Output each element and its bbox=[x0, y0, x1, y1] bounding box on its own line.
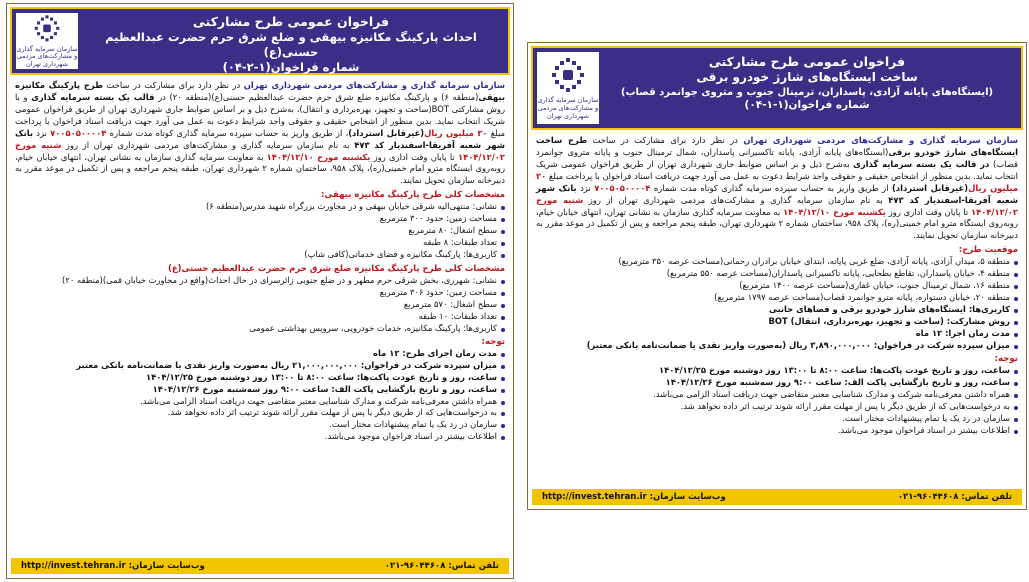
intro-text: نزد bbox=[33, 127, 51, 138]
bank-name: بانک شهر شعبه آفریقا-اسفندیار کد ۴۷۳ bbox=[15, 127, 505, 150]
list-item: نشانی: منتهی‌الیه شرقی خیابان بیهقی و در مجاورت بزرگراه شهید مدرس(منطقه ۶) bbox=[15, 201, 505, 213]
details-list bbox=[536, 304, 1018, 352]
header-subtitle: احداث پارکینگ مکانیزه بیهقی و ضلع شرق حرم حضرت عبدالعظیم حسنی(ع) bbox=[105, 30, 477, 60]
list-item: مساحت زمین: حدود ۳۰۰ مترمربع bbox=[15, 213, 505, 225]
document-fee: ۲۰ میلیون ریال bbox=[424, 127, 488, 138]
fee-note: (غیرقابل استرداد) bbox=[348, 127, 425, 138]
location-list bbox=[536, 256, 1018, 304]
intro-text: به‌شرح ذیل و بر اساس ضوابط جاری شهرداری تهران از طریق فراخوان عمومی شریک انتخاب نماید. بدین منظور از اشخاص حقیقی و حقوقی واجد شرایط دعوت به عمل می آورد جهت دریافت اسناد فراخوان با پرداخت مبلغ bbox=[536, 158, 1018, 181]
list-item: تعداد طبقات: ۱۰ طبقه bbox=[15, 311, 505, 323]
fee-note: (غیرقابل استرداد) bbox=[891, 182, 969, 193]
end-date: یکشنبه مورخ ۱۴۰۴/۱۲/۱۰ bbox=[783, 206, 886, 217]
list-item: سطح اشغال: ۵۷۰ مترمربع bbox=[15, 299, 505, 311]
section-title: موقعیت طرح: bbox=[958, 245, 1018, 256]
list-item: منطقه ۱۶، شمال ترمینال جنوب، خیابان غفاری(مساحت عرصه ۱۴۰۰ مترمربع) bbox=[536, 280, 1018, 292]
investment-format: قالب یک بسته سرمایه گذاری bbox=[31, 91, 155, 102]
website-link[interactable]: http://invest.tehran.ir bbox=[542, 492, 647, 502]
investment-format: در قالب یک بسته سرمایه گذاری bbox=[853, 158, 990, 169]
logo-caption: سازمان سرمایه گذاری و مشارکت‌های مردمی شهرداری تهران bbox=[537, 96, 599, 120]
list-item: مدت زمان اجرای طرح: ۱۲ ماه bbox=[15, 348, 505, 360]
list-item: نشانی: شهرری، بخش شرقی حرم مطهر و در ضلع جنوبی زائرسرای در حال احداث(واقع در مجاورت خیابان قمی)(منطقه ۲۰) bbox=[15, 275, 505, 287]
list-item: سازمان در رد یک یا تمام پیشنهادات مختار است. bbox=[15, 419, 505, 431]
notes-title: توجه: bbox=[994, 353, 1018, 364]
header-title: فراخوان عمومی طرح مشارکتی bbox=[192, 14, 390, 29]
municipality-logo bbox=[537, 52, 599, 124]
end-date: یکشنبه مورخ ۱۴۰۴/۱۲/۱۰ bbox=[266, 151, 371, 162]
start-date: شنبه مورخ ۱۴۰۴/۱۲/۰۲ bbox=[15, 139, 505, 162]
list-item: همراه داشتن معرفی‌نامه شرکت و مدارک شناسایی معتبر متقاضی جهت دریافت اسناد الزامی می‌باشد. bbox=[536, 389, 1018, 401]
spec-list bbox=[15, 201, 505, 261]
list-item: همراه داشتن معرفی‌نامه شرکت و مدارک شناسایی معتبر متقاضی جهت دریافت اسناد الزامی می‌باشد. bbox=[15, 396, 505, 408]
list-item: مساحت زمین: حدود ۳۰۶ مترمربع bbox=[15, 287, 505, 299]
ad-footer bbox=[11, 558, 509, 574]
website-label: وب‌سایت سازمان: bbox=[649, 492, 726, 502]
intro-text: به نام سازمان سرمایه گذاری و مشارکت‌های مردمی شهرداری تهران از روز bbox=[61, 139, 355, 150]
header-stations: (ایستگاه‌های پایانه آزادی، پاسداران، ترمینال جنوب و متروی جوانمرد قصاب) bbox=[620, 86, 994, 98]
intro-text: ، از طریق واریز به حساب سپرده سرمایه گذاری کوتاه مدت شماره bbox=[106, 127, 349, 138]
website-label: وب‌سایت سازمان: bbox=[128, 561, 205, 571]
intro-text: تا پایان وقت اداری روز bbox=[370, 151, 458, 162]
list-item: به درخواست‌هایی که از طریق دیگر یا پس از مهلت مقرر ارائه شوند ترتیب اثر داده نخواهد شد. bbox=[536, 401, 1018, 413]
intro-text: تا پایان وقت اداری روز bbox=[885, 206, 971, 217]
notes-title: توجه: bbox=[481, 336, 505, 347]
list-item: تعداد طبقات: ۸ طبقه bbox=[15, 237, 505, 249]
ad-body bbox=[7, 78, 513, 443]
list-item: کاربری‌ها: پارکینگ مکانیزه، خدمات خودرویی، سرویس بهداشتی عمومی bbox=[15, 323, 505, 335]
intro-text: از طریق واریز به حساب سپرده سرمایه گذاری کوتاه مدت شماره bbox=[650, 182, 892, 193]
contact-phone: تلفن تماس: ۹۶۰۴۴۶۰۸-۰۲۱ bbox=[384, 561, 499, 571]
intro-text: در نظر دارد برای مشارکت در ساخت bbox=[587, 135, 744, 145]
ad-header bbox=[10, 7, 510, 75]
ev-charging-tender-ad bbox=[527, 42, 1027, 510]
list-item: ساعت، روز و تاریخ بازگشایی پاکت الف: ساعت ۹:۰۰ روز سه‌شنبه مورخ ۱۴۰۴/۱۲/۲۶ bbox=[15, 384, 505, 396]
list-item: ساعت، روز و تاریخ عودت پاکت‌ها: ساعت ۸:۰۰ تا ۱۳:۰۰ روز دوشنبه مورخ ۱۴۰۴/۱۲/۲۵ bbox=[15, 372, 505, 384]
ad-body bbox=[528, 133, 1026, 436]
intro-text: (منطقه ۶) و پارکینگ مکانیزه ضلع شرق حرم حضرت عبدالعظیم حسنی(ع)(منطقه ۲۰) در bbox=[154, 91, 479, 102]
notes-list bbox=[15, 348, 505, 443]
intro-text: (ایستگاه‌های پایانه آزادی، پایانه تاکسیرانی پاسداران، شمال ترمینال جنوب و پایانه متروی جوانمرد قصاب) bbox=[536, 146, 1018, 169]
municipality-emblem-icon bbox=[27, 13, 67, 44]
list-item: میزان سپرده شرکت در فراخوان: ۳,۸۹۰,۰۰۰,۰۰۰ ریال (به‌صورت واریز نقدی یا ضمانت‌نامه بانکی معتبر) bbox=[536, 340, 1018, 352]
project-name: طرح ساخت ایستگاه‌های شارژ خودرو برقی bbox=[536, 135, 1018, 157]
intro-text: و با روش مشارکتی BOT(ساخت و تجهیز، بهره‌برداری و انتقال)، به‌شرح ذیل و بر اساس ضوابط جاری شهرداری تهران از طریق فراخوان عمومی شریک انتخاب نماید. بدین منظور از اشخاص حقیقی و حقوقی واجد شرایط دعوت به عمل می آورد جهت دریافت اسناد فراخوان با پرداخت مبلغ bbox=[15, 91, 506, 138]
list-item: منطقه ۴، خیابان پاسداران، تقاطع بطحایی، پایانه تاکسیرانی پاسداران(مساحت عرصه ۵۵۰ مترمربع) bbox=[536, 268, 1018, 280]
intro-text: نزد bbox=[576, 182, 595, 193]
section-title: مشخصات کلی طرح پارکینگ مکانیزه بیهقی: bbox=[321, 190, 505, 201]
spec-list bbox=[15, 275, 505, 335]
ad-footer bbox=[532, 489, 1022, 505]
project-name: طرح پارکینگ مکانیزه بیهقی bbox=[15, 80, 505, 102]
bank-name: بانک شهر شعبه آفریقا-اسفندیار کد ۴۷۳ bbox=[536, 182, 1018, 205]
list-item: مدت زمان اجرا: ۱۲ ماه bbox=[536, 328, 1018, 340]
list-item: سطح اشغال: ۸۰ مترمربع bbox=[15, 225, 505, 237]
intro-paragraph bbox=[15, 80, 505, 187]
start-date: شنبه مورخ ۱۴۰۴/۱۲/۰۲ bbox=[536, 194, 1018, 217]
section-title: مشخصات کلی طرح پارکینگ مکانیزه ضلع شرق حرم حضرت عبدالعظیم حسنی(ع) bbox=[167, 263, 505, 274]
municipality-logo bbox=[16, 13, 78, 69]
account-number: ۷۰۰۵۰۵۰۰۰۰۴ bbox=[50, 127, 107, 138]
org-name: سازمان سرمایه گذاری و مشارکت‌های مردمی شهرداری تهران bbox=[743, 135, 1018, 145]
list-item: اطلاعات بیشتر در اسناد فراخوان موجود می‌باشد. bbox=[15, 431, 505, 443]
contact-phone: تلفن تماس: ۹۶۰۴۴۶۰۸-۰۲۱ bbox=[897, 492, 1012, 502]
list-item: میزان سپرده شرکت در فراخوان: ۲۱,۰۰۰,۰۰۰,۰۰۰ ریال به‌صورت واریز نقدی یا ضمانت‌نامه بانکی معتبر bbox=[15, 360, 505, 372]
document-fee: ۲۰ میلیون ریال bbox=[536, 170, 1018, 193]
parking-tender-ad bbox=[6, 3, 514, 579]
list-item: به درخواست‌هایی که از طریق دیگر یا پس از مهلت مقرر ارائه شوند ترتیب اثر داده نخواهد شد. bbox=[15, 407, 505, 419]
list-item: منطقه ۲۰، خیابان دستواره، پایانه مترو جوانمرد قصاب(مساحت عرصه ۱۷۹۷ مترمربع) bbox=[536, 292, 1018, 304]
list-item: اطلاعات بیشتر در اسناد فراخوان موجود می‌باشد. bbox=[536, 425, 1018, 437]
website-block bbox=[21, 561, 205, 571]
list-item: کاربری‌ها: ایستگاه‌های شارژ خودرو برقی و فضاهای جانبی bbox=[536, 304, 1018, 316]
list-item: ساعت، روز و تاریخ عودت پاکت‌ها: ساعت ۸:۰۰ تا ۱۳:۰۰ روز دوشنبه مورخ ۱۴۰۴/۱۲/۲۵ bbox=[536, 365, 1018, 377]
website-link[interactable]: http://invest.tehran.ir bbox=[21, 561, 126, 571]
logo-caption: سازمان سرمایه گذاری و مشارکت‌های مردمی شهرداری تهران bbox=[16, 44, 78, 69]
list-item: کاربری‌ها: پارکینگ مکانیزه و فضای خدماتی(کافی شاپ) bbox=[15, 249, 505, 261]
intro-text: به معاونت سرمایه گذاری سازمان به نشانی تهران، انتهای خیابان خیام، روبه‌روی ایستگاه مترو امام خمینی(ره)، پلاک ۹۵۸، ساختمان شماره ۲ شهرداری تهران، طبقه پنجم مراجعه و پس از تکمیل در موعد مقرر به دبیرخانه سازمان تحویل نمایند. bbox=[15, 151, 505, 186]
intro-paragraph bbox=[536, 135, 1018, 242]
list-item: ساعت، روز و تاریخ بازگشایی پاکت الف: ساعت ۹:۰۰ روز سه‌شنبه مورخ ۱۴۰۴/۱۲/۲۶ bbox=[536, 377, 1018, 389]
ad-header bbox=[531, 46, 1023, 130]
notes-list bbox=[536, 365, 1018, 437]
list-item: منطقه ۵، میدان آزادی، پایانه آزادی، ضلع غربی پایانه، ابتدای خیابان برادران رحمانی(مساحت عرصه ۳۵۰ مترمربع) bbox=[536, 256, 1018, 268]
website-block bbox=[542, 492, 726, 502]
intro-text: به معاونت سرمایه گذاری سازمان به نشانی تهران، انتهای خیابان خیام، روبه‌روی ایستگاه مترو امام خمینی(ره)، پلاک ۹۵۸، ساختمان شماره ۲ شهرداری تهران، طبقه پنجم مراجعه و پس از تکمیل در موعد مقرر به دبیرخانه سازمان تحویل نمایند. bbox=[536, 206, 1018, 241]
list-item: سازمان در رد یک یا تمام پیشنهادات مختار است. bbox=[536, 413, 1018, 425]
header-title: فراخوان عمومی طرح مشارکتی bbox=[708, 54, 906, 69]
account-number: ۷۰۰۵۰۵۰۰۰۰۴ bbox=[594, 182, 651, 193]
municipality-emblem-icon bbox=[548, 55, 588, 95]
tender-number: شماره فراخوان(۱-۲-۰۴) bbox=[222, 60, 360, 75]
tender-number: شماره فراخوان(۱-۱-۰۴) bbox=[744, 98, 870, 111]
intro-text: به نام سازمان سرمایه گذاری و مشارکت‌های مردمی شهرداری تهران از روز bbox=[583, 194, 889, 205]
list-item: روش مشارکت: (ساخت و تجهیز، بهره‌برداری، انتقال) BOT bbox=[536, 316, 1018, 328]
intro-text: در نظر دارد برای مشارکت در ساخت bbox=[102, 80, 244, 90]
header-subtitle: ساخت ایستگاه‌های شارژ خودرو برقی bbox=[696, 70, 918, 85]
org-name: سازمان سرمایه گذاری و مشارکت‌های مردمی شهرداری تهران bbox=[243, 80, 505, 90]
